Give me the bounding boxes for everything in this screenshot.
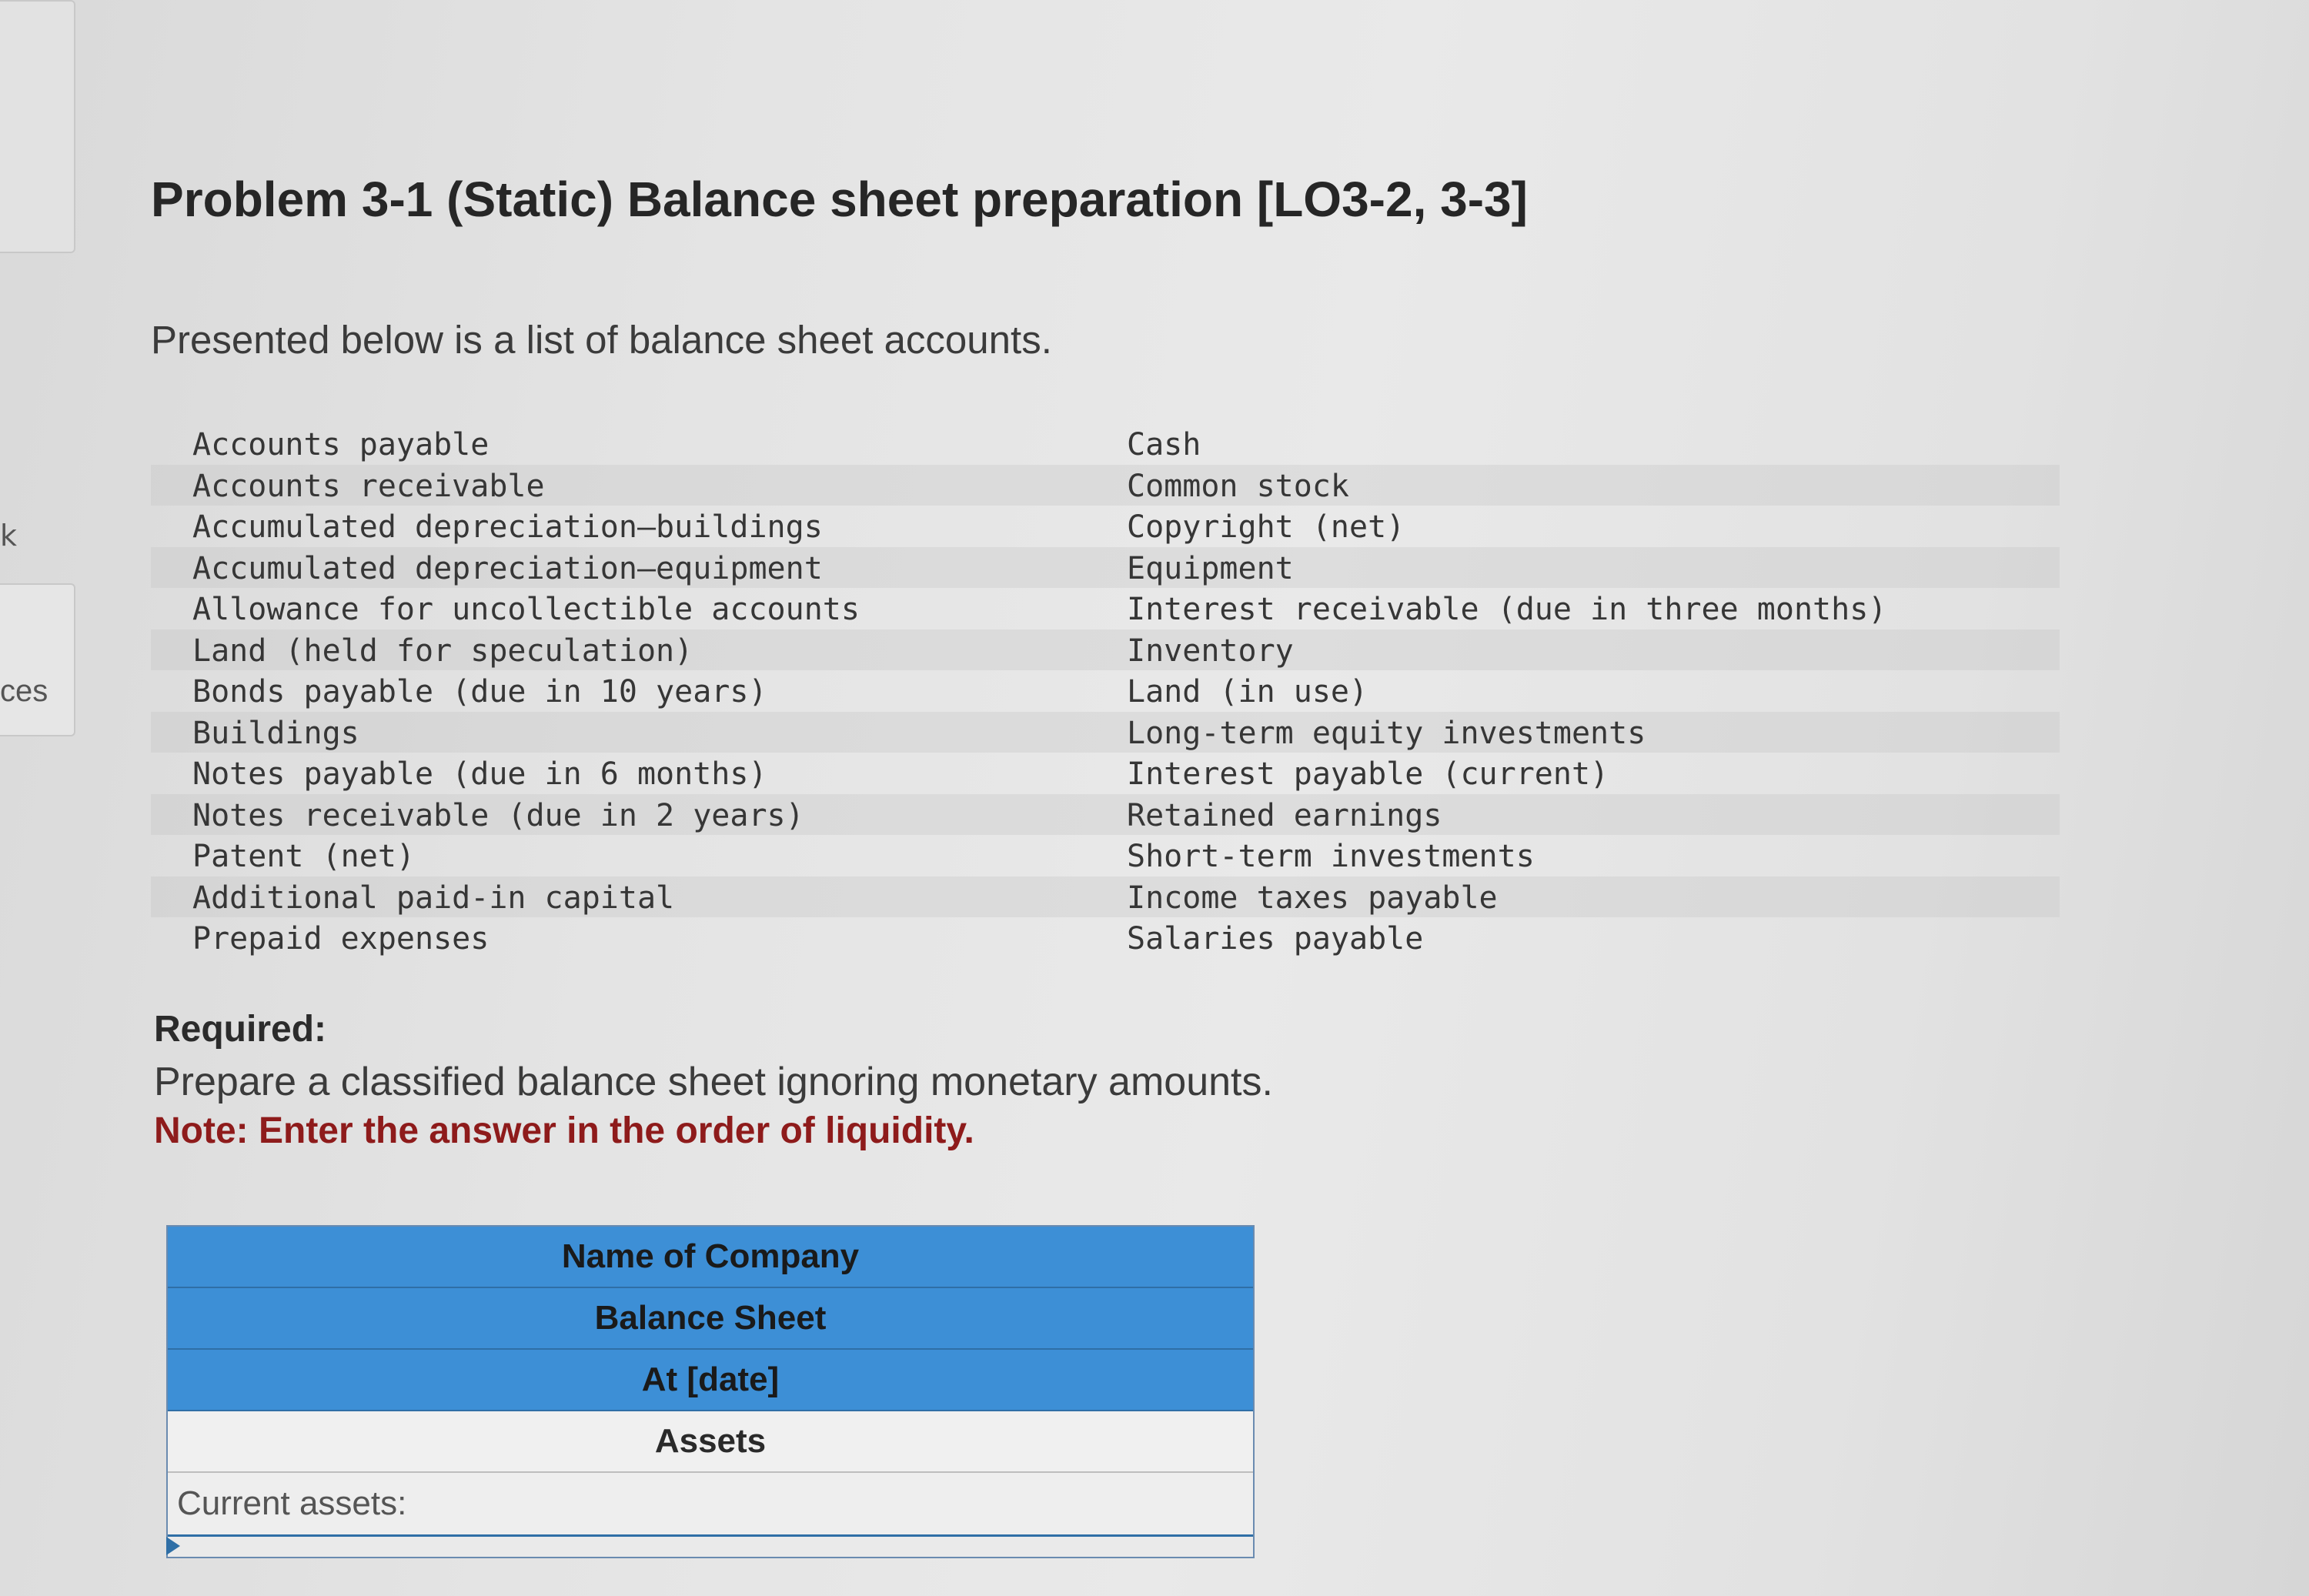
account-right: Long-term equity investments [1127, 715, 1646, 751]
sidebar-tab-label[interactable]: ces [0, 674, 48, 708]
problem-intro: Presented below is a list of balance sheet accounts. [151, 318, 1052, 362]
account-right: Cash [1127, 427, 1201, 462]
statement-name-header: Balance Sheet [168, 1288, 1253, 1350]
account-left: Prepaid expenses [192, 921, 490, 957]
account-left: Allowance for uncollectible accounts [192, 592, 860, 627]
account-left: Patent (net) [192, 839, 415, 874]
account-row [151, 753, 2060, 794]
account-row [151, 629, 2060, 671]
account-right: Common stock [1127, 468, 1349, 504]
account-right: Salaries payable [1127, 921, 1424, 957]
assets-section-header: Assets [168, 1411, 1253, 1473]
account-left: Accounts payable [192, 427, 490, 462]
account-left: Notes payable (due in 6 months) [192, 756, 767, 792]
required-text: Prepare a classified balance sheet ignoring monetary amounts. [154, 1060, 1273, 1104]
required-label: Required: [154, 1009, 327, 1050]
statement-date-header: At [date] [168, 1350, 1253, 1411]
sidebar-tab-top[interactable] [0, 0, 75, 253]
account-row [151, 670, 2060, 712]
sidebar-tab-references[interactable] [0, 583, 75, 736]
account-left: Buildings [192, 715, 359, 751]
account-left: Accumulated depreciation—equipment [192, 550, 823, 586]
account-right: Interest receivable (due in three months) [1127, 592, 1887, 627]
sidebar-arrow-icon[interactable]: k [0, 519, 18, 553]
required-note: Note: Enter the answer in the order of liquidity. [154, 1110, 974, 1151]
account-left: Notes receivable (due in 2 years) [192, 797, 804, 833]
account-row [151, 588, 2060, 629]
problem-title: Problem 3-1 (Static) Balance sheet preparation [LO3-2, 3-3] [151, 172, 1528, 227]
account-right: Short-term investments [1127, 839, 1535, 874]
account-row [151, 876, 2060, 918]
account-left: Accounts receivable [192, 468, 545, 504]
account-right: Equipment [1127, 550, 1294, 586]
account-row [151, 547, 2060, 589]
account-row [151, 835, 2060, 876]
account-left: Bonds payable (due in 10 years) [192, 674, 767, 710]
left-sidebar [0, 0, 77, 1596]
account-right: Land (in use) [1127, 674, 1368, 710]
accounts-list [151, 423, 2060, 959]
account-row [151, 465, 2060, 506]
account-right: Income taxes payable [1127, 880, 1498, 916]
account-row [151, 917, 2060, 959]
balance-sheet-table [166, 1225, 1255, 1558]
company-name-header: Name of Company [168, 1227, 1253, 1288]
account-right: Interest payable (current) [1127, 756, 1609, 792]
account-left: Additional paid-in capital [192, 880, 675, 916]
account-left: Accumulated depreciation—buildings [192, 509, 823, 545]
row-pointer-icon [166, 1537, 180, 1555]
account-row [151, 506, 2060, 547]
current-assets-label: Current assets: [168, 1473, 1253, 1537]
account-left: Land (held for speculation) [192, 633, 693, 669]
account-row [151, 712, 2060, 753]
account-row [151, 423, 2060, 465]
account-right: Inventory [1127, 633, 1294, 669]
account-input-row[interactable] [168, 1537, 1253, 1557]
account-right: Retained earnings [1127, 797, 1442, 833]
account-row [151, 794, 2060, 836]
account-right: Copyright (net) [1127, 509, 1405, 545]
